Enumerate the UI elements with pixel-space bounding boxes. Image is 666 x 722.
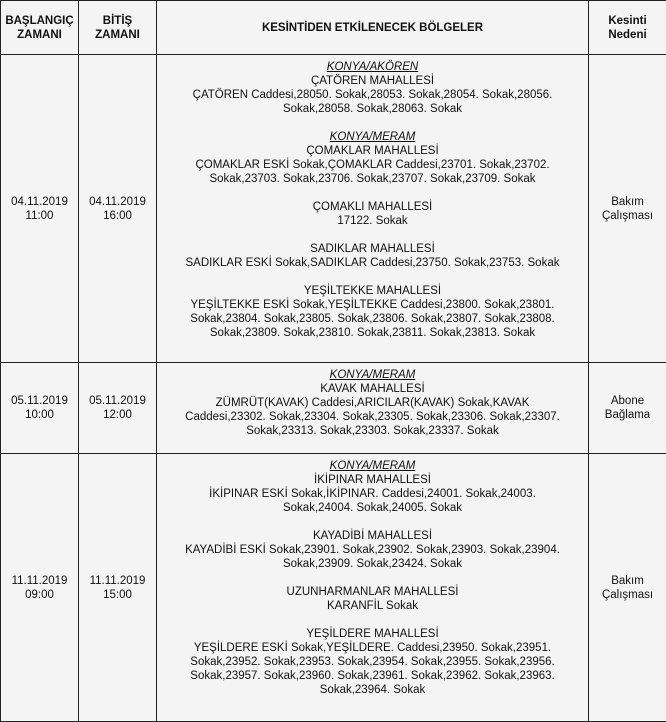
regions-cell (157, 55, 589, 363)
table-row (1, 363, 666, 454)
start-time-cell (1, 363, 79, 454)
street-list: YEŞİLDERE ESKİ Sokak,YEŞİLDERE. Caddesi,23950. Sokak,23951. (160, 641, 585, 655)
start-hour: 10:00 (4, 408, 75, 422)
end-date: 11.11.2019 (82, 574, 153, 588)
reason-cell (589, 55, 666, 363)
street-list: Sokak,23313. Sokak,23303. Sokak,23337. Sokak (160, 424, 585, 438)
header-regions (157, 1, 589, 55)
neighborhood-name: ÇATÖREN MAHALLESİ (160, 74, 585, 88)
neighborhood-name: YEŞİLDERE MAHALLESİ (160, 627, 585, 641)
end-hour: 16:00 (82, 209, 153, 223)
street-list: Sokak,23703. Sokak,23706. Sokak,23707. Sokak,23709. Sokak (160, 172, 585, 186)
table-row (1, 454, 666, 722)
street-list: Sokak,23804. Sokak,23805. Sokak,23806. Sokak,23807. Sokak,23808. (160, 312, 585, 326)
reason-line: Bakım (592, 574, 663, 588)
street-list: Sokak,23964. Sokak (160, 683, 585, 697)
neighborhood-name: UZUNHARMANLAR MAHALLESİ (160, 585, 585, 599)
neighborhood-name: KAYADİBİ MAHALLESİ (160, 529, 585, 543)
end-date: 04.11.2019 (82, 195, 153, 209)
reason-cell (589, 363, 666, 454)
reason-cell (589, 454, 666, 722)
header-row (1, 1, 666, 55)
neighborhood-name: ÇOMAKLAR MAHALLESİ (160, 144, 585, 158)
header-start-time (1, 1, 79, 55)
header-end-time-line: BİTİŞ (82, 14, 153, 28)
neighborhood-name: İKİPINAR MAHALLESİ (160, 473, 585, 487)
end-time-cell (79, 55, 157, 363)
regions-cell (157, 363, 589, 454)
regions-cell (157, 454, 589, 722)
header-end-time (79, 1, 157, 55)
table-row (1, 55, 666, 363)
street-list: İKİPINAR ESKİ Sokak,İKİPINAR. Caddesi,24001. Sokak,24003. (160, 487, 585, 501)
end-date: 05.11.2019 (82, 394, 153, 408)
reason-line: Bağlama (592, 408, 663, 422)
street-list: SADIKLAR ESKİ Sokak,SADIKLAR Caddesi,23750. Sokak,23753. Sokak (160, 256, 585, 270)
street-list: YEŞİLTEKKE ESKİ Sokak,YEŞİLTEKKE Caddesi,23800. Sokak,23801. (160, 298, 585, 312)
street-list: 17122. Sokak (160, 214, 585, 228)
city-label: KONYA/AKÖREN (160, 60, 585, 74)
street-list: Sokak,24004. Sokak,24005. Sokak (160, 501, 585, 515)
start-time-cell (1, 454, 79, 722)
street-list: ÇATÖREN Caddesi,28050. Sokak,28053. Sokak,28054. Sokak,28056. (160, 88, 585, 102)
end-time-cell (79, 363, 157, 454)
reason-line: Çalışması (592, 588, 663, 602)
street-list: Sokak,23957. Sokak,23960. Sokak,23961. Sokak,23962. Sokak,23963. (160, 669, 585, 683)
start-hour: 11:00 (4, 209, 75, 223)
street-list: Sokak,28058. Sokak,28063. Sokak (160, 102, 585, 116)
street-list: ZÜMRÜT(KAVAK) Caddesi,ARICILAR(KAVAK) Sokak,KAVAK (160, 396, 585, 410)
street-list: Caddesi,23302. Sokak,23304. Sokak,23305. Sokak,23306. Sokak,23307. (160, 410, 585, 424)
reason-line: Bakım (592, 195, 663, 209)
header-reason-line: Kesinti (592, 14, 663, 28)
neighborhood-name: KAVAK MAHALLESİ (160, 382, 585, 396)
end-hour: 15:00 (82, 588, 153, 602)
reason-line: Abone (592, 394, 663, 408)
street-list: Sokak,23909. Sokak,23424. Sokak (160, 557, 585, 571)
start-time-cell (1, 55, 79, 363)
end-hour: 12:00 (82, 408, 153, 422)
header-reason-line: Nedeni (592, 28, 663, 42)
reason-line: Çalışması (592, 209, 663, 223)
neighborhood-name: YEŞİLTEKKE MAHALLESİ (160, 284, 585, 298)
header-reason (589, 1, 666, 55)
end-time-cell (79, 454, 157, 722)
city-label: KONYA/MERAM (160, 459, 585, 473)
street-list: Sokak,23952. Sokak,23953. Sokak,23954. Sokak,23955. Sokak,23956. (160, 655, 585, 669)
city-label: KONYA/MERAM (160, 130, 585, 144)
start-hour: 09:00 (4, 588, 75, 602)
start-date: 04.11.2019 (4, 195, 75, 209)
city-label: KONYA/MERAM (160, 368, 585, 382)
street-list: Sokak,23809. Sokak,23810. Sokak,23811. Sokak,23813. Sokak (160, 326, 585, 340)
header-start-time-line: BAŞLANGIÇ (4, 14, 75, 28)
header-regions-label: KESİNTİDEN ETKİLENECEK BÖLGELER (262, 22, 483, 34)
header-end-time-line: ZAMANI (82, 28, 153, 42)
street-list: ÇOMAKLAR ESKİ Sokak,ÇOMAKLAR Caddesi,23701. Sokak,23702. (160, 158, 585, 172)
street-list: KAYADİBİ ESKİ Sokak,23901. Sokak,23902. Sokak,23903. Sokak,23904. (160, 543, 585, 557)
neighborhood-name: ÇOMAKLI MAHALLESİ (160, 200, 585, 214)
neighborhood-name: SADIKLAR MAHALLESİ (160, 242, 585, 256)
start-date: 05.11.2019 (4, 394, 75, 408)
street-list: KARANFİL Sokak (160, 599, 585, 613)
header-start-time-line: ZAMANI (4, 28, 75, 42)
start-date: 11.11.2019 (4, 574, 75, 588)
